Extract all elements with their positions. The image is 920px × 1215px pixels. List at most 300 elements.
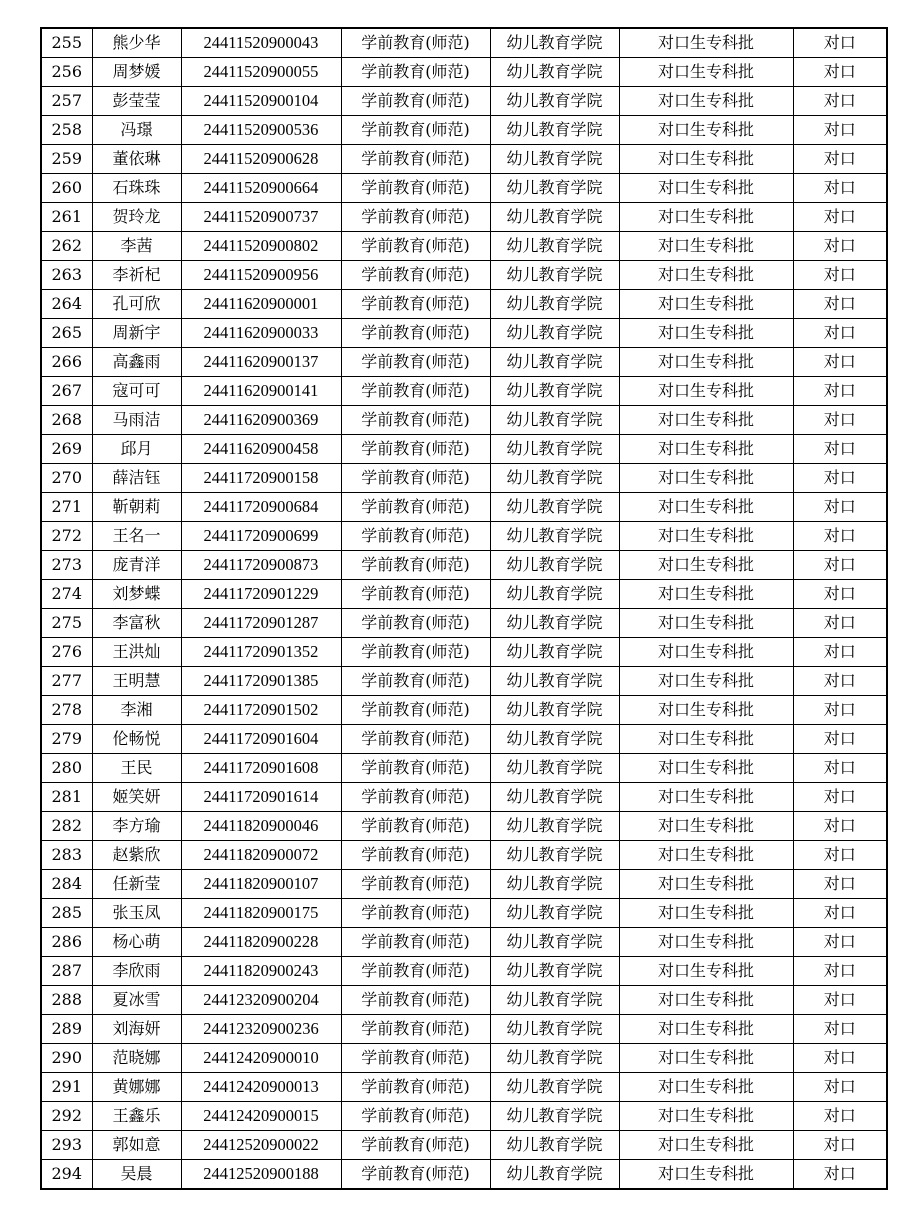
- student-name-cell: 李欣雨: [92, 957, 181, 986]
- admission-type-cell: 对口: [793, 28, 887, 58]
- candidate-id-cell: 24411720900158: [181, 464, 341, 493]
- table-row: [41, 58, 887, 87]
- row-number-cell: 293: [41, 1131, 92, 1160]
- row-number-cell: 282: [41, 812, 92, 841]
- student-name-cell: 周新宇: [92, 319, 181, 348]
- candidate-id-cell: 24411720900873: [181, 551, 341, 580]
- student-name-cell: 高鑫雨: [92, 348, 181, 377]
- row-number-cell: 258: [41, 116, 92, 145]
- admission-type-cell: 对口: [793, 145, 887, 174]
- row-number-cell: 261: [41, 203, 92, 232]
- row-number-cell: 271: [41, 493, 92, 522]
- admission-batch-cell: 对口生专科批: [619, 1131, 793, 1160]
- major-cell: 学前教育(师范): [341, 1044, 490, 1073]
- row-number-cell: 294: [41, 1160, 92, 1190]
- major-cell: 学前教育(师范): [341, 870, 490, 899]
- table-row: [41, 174, 887, 203]
- admission-type-cell: 对口: [793, 1102, 887, 1131]
- major-cell: 学前教育(师范): [341, 783, 490, 812]
- major-cell: 学前教育(师范): [341, 116, 490, 145]
- candidate-id-cell: 24411520900802: [181, 232, 341, 261]
- table-row: [41, 435, 887, 464]
- admission-type-cell: 对口: [793, 609, 887, 638]
- candidate-id-cell: 24411820900072: [181, 841, 341, 870]
- admission-batch-cell: 对口生专科批: [619, 1073, 793, 1102]
- candidate-id-cell: 24411720901502: [181, 696, 341, 725]
- student-name-cell: 马雨洁: [92, 406, 181, 435]
- table-row: [41, 783, 887, 812]
- admission-batch-cell: 对口生专科批: [619, 870, 793, 899]
- admission-type-cell: 对口: [793, 377, 887, 406]
- table-row: [41, 232, 887, 261]
- major-cell: 学前教育(师范): [341, 493, 490, 522]
- major-cell: 学前教育(师范): [341, 406, 490, 435]
- row-number-cell: 260: [41, 174, 92, 203]
- student-name-cell: 夏冰雪: [92, 986, 181, 1015]
- row-number-cell: 270: [41, 464, 92, 493]
- row-number-cell: 290: [41, 1044, 92, 1073]
- candidate-id-cell: 24412320900204: [181, 986, 341, 1015]
- admission-batch-cell: 对口生专科批: [619, 754, 793, 783]
- admission-type-cell: 对口: [793, 319, 887, 348]
- student-name-cell: 熊少华: [92, 28, 181, 58]
- candidate-id-cell: 24411620900137: [181, 348, 341, 377]
- row-number-cell: 262: [41, 232, 92, 261]
- student-name-cell: 郭如意: [92, 1131, 181, 1160]
- table-row: [41, 957, 887, 986]
- student-name-cell: 王名一: [92, 522, 181, 551]
- college-cell: 幼儿教育学院: [490, 609, 619, 638]
- student-name-cell: 刘梦蝶: [92, 580, 181, 609]
- major-cell: 学前教育(师范): [341, 812, 490, 841]
- college-cell: 幼儿教育学院: [490, 812, 619, 841]
- table-row: [41, 203, 887, 232]
- candidate-id-cell: 24411720900684: [181, 493, 341, 522]
- student-name-cell: 王明慧: [92, 667, 181, 696]
- admission-batch-cell: 对口生专科批: [619, 783, 793, 812]
- major-cell: 学前教育(师范): [341, 1073, 490, 1102]
- major-cell: 学前教育(师范): [341, 58, 490, 87]
- major-cell: 学前教育(师范): [341, 232, 490, 261]
- table-row: [41, 638, 887, 667]
- student-name-cell: 王鑫乐: [92, 1102, 181, 1131]
- candidate-id-cell: 24411520900536: [181, 116, 341, 145]
- admission-type-cell: 对口: [793, 870, 887, 899]
- admission-batch-cell: 对口生专科批: [619, 696, 793, 725]
- admission-type-cell: 对口: [793, 174, 887, 203]
- college-cell: 幼儿教育学院: [490, 116, 619, 145]
- student-name-cell: 黄娜娜: [92, 1073, 181, 1102]
- admission-batch-cell: 对口生专科批: [619, 522, 793, 551]
- candidate-id-cell: 24411720901608: [181, 754, 341, 783]
- candidate-id-cell: 24411520900628: [181, 145, 341, 174]
- major-cell: 学前教育(师范): [341, 609, 490, 638]
- student-name-cell: 薛洁钰: [92, 464, 181, 493]
- student-name-cell: 孔可欣: [92, 290, 181, 319]
- admission-batch-cell: 对口生专科批: [619, 232, 793, 261]
- student-name-cell: 彭莹莹: [92, 87, 181, 116]
- admission-batch-cell: 对口生专科批: [619, 319, 793, 348]
- college-cell: 幼儿教育学院: [490, 58, 619, 87]
- roster-body: [41, 28, 887, 1189]
- major-cell: 学前教育(师范): [341, 87, 490, 116]
- major-cell: 学前教育(师范): [341, 754, 490, 783]
- college-cell: 幼儿教育学院: [490, 522, 619, 551]
- student-name-cell: 冯璟: [92, 116, 181, 145]
- student-name-cell: 姬笑妍: [92, 783, 181, 812]
- admission-type-cell: 对口: [793, 667, 887, 696]
- row-number-cell: 266: [41, 348, 92, 377]
- admission-batch-cell: 对口生专科批: [619, 580, 793, 609]
- college-cell: 幼儿教育学院: [490, 493, 619, 522]
- admission-batch-cell: 对口生专科批: [619, 261, 793, 290]
- candidate-id-cell: 24411720901385: [181, 667, 341, 696]
- candidate-id-cell: 24411620900033: [181, 319, 341, 348]
- candidate-id-cell: 24411720900699: [181, 522, 341, 551]
- table-row: [41, 1160, 887, 1190]
- student-name-cell: 赵紫欣: [92, 841, 181, 870]
- candidate-id-cell: 24412520900022: [181, 1131, 341, 1160]
- row-number-cell: 285: [41, 899, 92, 928]
- admission-type-cell: 对口: [793, 957, 887, 986]
- college-cell: 幼儿教育学院: [490, 667, 619, 696]
- college-cell: 幼儿教育学院: [490, 232, 619, 261]
- row-number-cell: 276: [41, 638, 92, 667]
- candidate-id-cell: 24411720901614: [181, 783, 341, 812]
- admission-batch-cell: 对口生专科批: [619, 464, 793, 493]
- student-name-cell: 张玉凤: [92, 899, 181, 928]
- student-name-cell: 任新莹: [92, 870, 181, 899]
- major-cell: 学前教育(师范): [341, 986, 490, 1015]
- college-cell: 幼儿教育学院: [490, 28, 619, 58]
- admission-batch-cell: 对口生专科批: [619, 928, 793, 957]
- college-cell: 幼儿教育学院: [490, 638, 619, 667]
- candidate-id-cell: 24411520900664: [181, 174, 341, 203]
- college-cell: 幼儿教育学院: [490, 696, 619, 725]
- row-number-cell: 281: [41, 783, 92, 812]
- row-number-cell: 274: [41, 580, 92, 609]
- table-row: [41, 493, 887, 522]
- major-cell: 学前教育(师范): [341, 580, 490, 609]
- admission-batch-cell: 对口生专科批: [619, 899, 793, 928]
- candidate-id-cell: 24412320900236: [181, 1015, 341, 1044]
- student-name-cell: 伦畅悦: [92, 725, 181, 754]
- admission-type-cell: 对口: [793, 841, 887, 870]
- table-row: [41, 1044, 887, 1073]
- student-name-cell: 庞青洋: [92, 551, 181, 580]
- college-cell: 幼儿教育学院: [490, 580, 619, 609]
- table-row: [41, 377, 887, 406]
- college-cell: 幼儿教育学院: [490, 754, 619, 783]
- table-row: [41, 116, 887, 145]
- row-number-cell: 263: [41, 261, 92, 290]
- table-row: [41, 870, 887, 899]
- major-cell: 学前教育(师范): [341, 464, 490, 493]
- major-cell: 学前教育(师范): [341, 957, 490, 986]
- table-row: [41, 899, 887, 928]
- college-cell: 幼儿教育学院: [490, 725, 619, 754]
- candidate-id-cell: 24411820900228: [181, 928, 341, 957]
- table-row: [41, 145, 887, 174]
- student-name-cell: 杨心萌: [92, 928, 181, 957]
- admission-type-cell: 对口: [793, 754, 887, 783]
- admission-type-cell: 对口: [793, 1160, 887, 1190]
- admission-batch-cell: 对口生专科批: [619, 551, 793, 580]
- student-name-cell: 李湘: [92, 696, 181, 725]
- table-row: [41, 406, 887, 435]
- student-name-cell: 李茜: [92, 232, 181, 261]
- admission-batch-cell: 对口生专科批: [619, 58, 793, 87]
- major-cell: 学前教育(师范): [341, 899, 490, 928]
- college-cell: 幼儿教育学院: [490, 551, 619, 580]
- table-row: [41, 812, 887, 841]
- admission-type-cell: 对口: [793, 232, 887, 261]
- admission-batch-cell: 对口生专科批: [619, 667, 793, 696]
- row-number-cell: 265: [41, 319, 92, 348]
- table-row: [41, 609, 887, 638]
- college-cell: 幼儿教育学院: [490, 870, 619, 899]
- candidate-id-cell: 24411520900737: [181, 203, 341, 232]
- table-row: [41, 696, 887, 725]
- admission-type-cell: 对口: [793, 1131, 887, 1160]
- student-name-cell: 靳朝莉: [92, 493, 181, 522]
- table-row: [41, 522, 887, 551]
- table-row: [41, 348, 887, 377]
- college-cell: 幼儿教育学院: [490, 1015, 619, 1044]
- college-cell: 幼儿教育学院: [490, 203, 619, 232]
- candidate-id-cell: 24411620900141: [181, 377, 341, 406]
- college-cell: 幼儿教育学院: [490, 783, 619, 812]
- row-number-cell: 278: [41, 696, 92, 725]
- table-row: [41, 1102, 887, 1131]
- row-number-cell: 286: [41, 928, 92, 957]
- college-cell: 幼儿教育学院: [490, 841, 619, 870]
- candidate-id-cell: 24411720901287: [181, 609, 341, 638]
- major-cell: 学前教育(师范): [341, 348, 490, 377]
- major-cell: 学前教育(师范): [341, 522, 490, 551]
- admission-type-cell: 对口: [793, 986, 887, 1015]
- admission-type-cell: 对口: [793, 261, 887, 290]
- table-row: [41, 754, 887, 783]
- admission-batch-cell: 对口生专科批: [619, 812, 793, 841]
- major-cell: 学前教育(师范): [341, 435, 490, 464]
- table-row: [41, 580, 887, 609]
- row-number-cell: 279: [41, 725, 92, 754]
- admission-type-cell: 对口: [793, 638, 887, 667]
- college-cell: 幼儿教育学院: [490, 290, 619, 319]
- admission-type-cell: 对口: [793, 696, 887, 725]
- table-row: [41, 1131, 887, 1160]
- admission-batch-cell: 对口生专科批: [619, 725, 793, 754]
- candidate-id-cell: 24411520900043: [181, 28, 341, 58]
- admission-type-cell: 对口: [793, 1044, 887, 1073]
- college-cell: 幼儿教育学院: [490, 261, 619, 290]
- table-row: [41, 290, 887, 319]
- candidate-id-cell: 24411820900107: [181, 870, 341, 899]
- candidate-id-cell: 24411620900369: [181, 406, 341, 435]
- college-cell: 幼儿教育学院: [490, 1044, 619, 1073]
- candidate-id-cell: 24412420900015: [181, 1102, 341, 1131]
- student-name-cell: 石珠珠: [92, 174, 181, 203]
- row-number-cell: 291: [41, 1073, 92, 1102]
- major-cell: 学前教育(师范): [341, 1102, 490, 1131]
- admission-batch-cell: 对口生专科批: [619, 957, 793, 986]
- major-cell: 学前教育(师范): [341, 1015, 490, 1044]
- table-row: [41, 87, 887, 116]
- admission-batch-cell: 对口生专科批: [619, 841, 793, 870]
- major-cell: 学前教育(师范): [341, 928, 490, 957]
- row-number-cell: 283: [41, 841, 92, 870]
- table-row: [41, 261, 887, 290]
- college-cell: 幼儿教育学院: [490, 377, 619, 406]
- candidate-id-cell: 24411620900001: [181, 290, 341, 319]
- major-cell: 学前教育(师范): [341, 667, 490, 696]
- candidate-id-cell: 24411620900458: [181, 435, 341, 464]
- admission-type-cell: 对口: [793, 551, 887, 580]
- admission-type-cell: 对口: [793, 348, 887, 377]
- admission-batch-cell: 对口生专科批: [619, 435, 793, 464]
- row-number-cell: 292: [41, 1102, 92, 1131]
- admission-type-cell: 对口: [793, 464, 887, 493]
- admission-batch-cell: 对口生专科批: [619, 116, 793, 145]
- admission-batch-cell: 对口生专科批: [619, 203, 793, 232]
- table-row: [41, 841, 887, 870]
- admission-batch-cell: 对口生专科批: [619, 28, 793, 58]
- major-cell: 学前教育(师范): [341, 261, 490, 290]
- college-cell: 幼儿教育学院: [490, 464, 619, 493]
- major-cell: 学前教育(师范): [341, 28, 490, 58]
- admission-type-cell: 对口: [793, 899, 887, 928]
- candidate-id-cell: 24411820900243: [181, 957, 341, 986]
- student-name-cell: 李祈杞: [92, 261, 181, 290]
- major-cell: 学前教育(师范): [341, 1160, 490, 1190]
- table-row: [41, 928, 887, 957]
- college-cell: 幼儿教育学院: [490, 1102, 619, 1131]
- candidate-id-cell: 24411520900956: [181, 261, 341, 290]
- table-row: [41, 667, 887, 696]
- student-name-cell: 周梦媛: [92, 58, 181, 87]
- table-row: [41, 1073, 887, 1102]
- row-number-cell: 257: [41, 87, 92, 116]
- student-name-cell: 王洪灿: [92, 638, 181, 667]
- major-cell: 学前教育(师范): [341, 841, 490, 870]
- candidate-id-cell: 24411520900104: [181, 87, 341, 116]
- admission-type-cell: 对口: [793, 203, 887, 232]
- student-name-cell: 李方瑜: [92, 812, 181, 841]
- admission-type-cell: 对口: [793, 580, 887, 609]
- major-cell: 学前教育(师范): [341, 551, 490, 580]
- row-number-cell: 268: [41, 406, 92, 435]
- admission-batch-cell: 对口生专科批: [619, 377, 793, 406]
- student-name-cell: 刘海妍: [92, 1015, 181, 1044]
- student-name-cell: 贺玲龙: [92, 203, 181, 232]
- student-name-cell: 寇可可: [92, 377, 181, 406]
- admission-type-cell: 对口: [793, 928, 887, 957]
- major-cell: 学前教育(师范): [341, 174, 490, 203]
- admission-batch-cell: 对口生专科批: [619, 174, 793, 203]
- row-number-cell: 287: [41, 957, 92, 986]
- college-cell: 幼儿教育学院: [490, 986, 619, 1015]
- admission-batch-cell: 对口生专科批: [619, 638, 793, 667]
- admission-batch-cell: 对口生专科批: [619, 1015, 793, 1044]
- major-cell: 学前教育(师范): [341, 377, 490, 406]
- admission-batch-cell: 对口生专科批: [619, 348, 793, 377]
- admission-batch-cell: 对口生专科批: [619, 1102, 793, 1131]
- admission-type-cell: 对口: [793, 812, 887, 841]
- admission-type-cell: 对口: [793, 1015, 887, 1044]
- row-number-cell: 275: [41, 609, 92, 638]
- row-number-cell: 284: [41, 870, 92, 899]
- college-cell: 幼儿教育学院: [490, 1131, 619, 1160]
- admission-type-cell: 对口: [793, 87, 887, 116]
- student-name-cell: 王民: [92, 754, 181, 783]
- admission-type-cell: 对口: [793, 493, 887, 522]
- candidate-id-cell: 24412420900010: [181, 1044, 341, 1073]
- major-cell: 学前教育(师范): [341, 725, 490, 754]
- table-row: [41, 464, 887, 493]
- college-cell: 幼儿教育学院: [490, 87, 619, 116]
- row-number-cell: 272: [41, 522, 92, 551]
- college-cell: 幼儿教育学院: [490, 174, 619, 203]
- college-cell: 幼儿教育学院: [490, 145, 619, 174]
- table-row: [41, 28, 887, 58]
- row-number-cell: 264: [41, 290, 92, 319]
- candidate-id-cell: 24411720901229: [181, 580, 341, 609]
- major-cell: 学前教育(师范): [341, 145, 490, 174]
- table-row: [41, 725, 887, 754]
- college-cell: 幼儿教育学院: [490, 1160, 619, 1190]
- candidate-id-cell: 24411820900175: [181, 899, 341, 928]
- admission-batch-cell: 对口生专科批: [619, 406, 793, 435]
- student-name-cell: 董依琳: [92, 145, 181, 174]
- admission-type-cell: 对口: [793, 725, 887, 754]
- row-number-cell: 267: [41, 377, 92, 406]
- table-row: [41, 986, 887, 1015]
- candidate-id-cell: 24412420900013: [181, 1073, 341, 1102]
- major-cell: 学前教育(师范): [341, 203, 490, 232]
- major-cell: 学前教育(师范): [341, 638, 490, 667]
- admission-batch-cell: 对口生专科批: [619, 609, 793, 638]
- row-number-cell: 273: [41, 551, 92, 580]
- college-cell: 幼儿教育学院: [490, 319, 619, 348]
- table-row: [41, 1015, 887, 1044]
- row-number-cell: 256: [41, 58, 92, 87]
- college-cell: 幼儿教育学院: [490, 348, 619, 377]
- admission-batch-cell: 对口生专科批: [619, 493, 793, 522]
- college-cell: 幼儿教育学院: [490, 957, 619, 986]
- admission-batch-cell: 对口生专科批: [619, 87, 793, 116]
- admission-type-cell: 对口: [793, 116, 887, 145]
- admission-type-cell: 对口: [793, 406, 887, 435]
- table-row: [41, 551, 887, 580]
- college-cell: 幼儿教育学院: [490, 1073, 619, 1102]
- candidate-id-cell: 24411720901604: [181, 725, 341, 754]
- student-name-cell: 邱月: [92, 435, 181, 464]
- major-cell: 学前教育(师范): [341, 290, 490, 319]
- college-cell: 幼儿教育学院: [490, 899, 619, 928]
- student-name-cell: 李富秋: [92, 609, 181, 638]
- admission-batch-cell: 对口生专科批: [619, 290, 793, 319]
- admission-batch-cell: 对口生专科批: [619, 1044, 793, 1073]
- major-cell: 学前教育(师范): [341, 696, 490, 725]
- admission-roster-table: [40, 27, 888, 1190]
- row-number-cell: 289: [41, 1015, 92, 1044]
- row-number-cell: 269: [41, 435, 92, 464]
- college-cell: 幼儿教育学院: [490, 406, 619, 435]
- major-cell: 学前教育(师范): [341, 1131, 490, 1160]
- admission-type-cell: 对口: [793, 1073, 887, 1102]
- candidate-id-cell: 24411820900046: [181, 812, 341, 841]
